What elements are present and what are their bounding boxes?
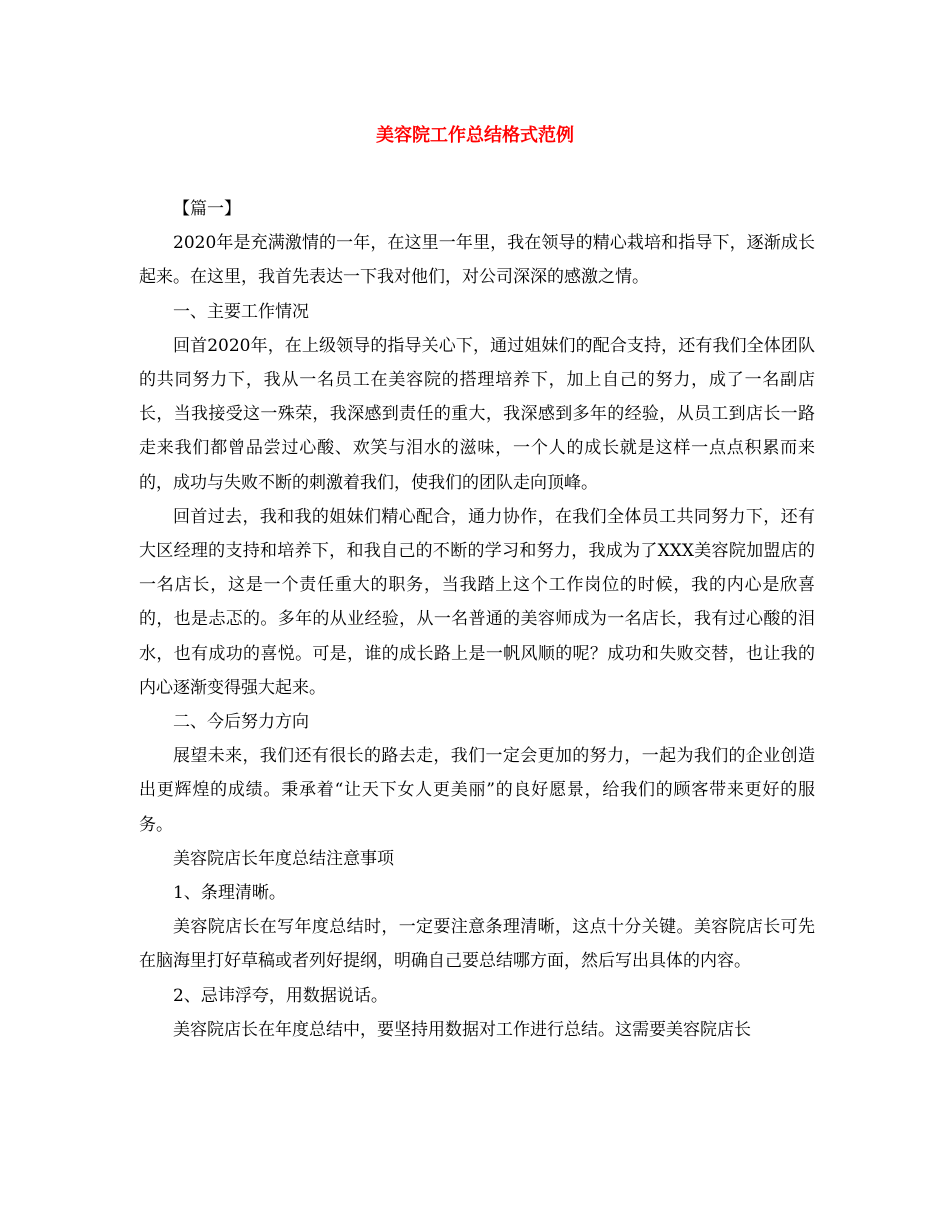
paragraph: 回首过去，我和我的姐妹们精心配合，通力协作，在我们全体员工共同努力下，还有大区经理的支持和培养下，和我自己的不断的学习和努力，我成为了XXX美容院加盟店的一名店长，这是一个责任重大的职务，当我踏上这个工作岗位的时候，我的内心是欣喜的，也是忐忑的。多年的从业经验，从一名普通的美容师成为一名店长，我有过心酸的泪水，也有成功的喜悦。可是，谁的成长路上是一帆风顺的呢？成功和失败交替，也让我的内心逐渐变得强大起来。: [139, 506, 815, 698]
section-marker: 【篇一】: [173, 199, 241, 219]
section-heading: 二、今后努力方向: [173, 712, 309, 733]
document-body: [139, 192, 815, 1047]
section-heading: 一、主要工作情况: [173, 301, 309, 322]
list-item-heading: 1、条理清晰。: [173, 883, 286, 904]
paragraph: 2020年是充满激情的一年，在这里一年里，我在领导的精心栽培和指导下，逐渐成长起来。在这里，我首先表达一下我对他们，对公司深深的感激之情。: [139, 233, 815, 288]
document-title: 美容院工作总结格式范例: [376, 125, 574, 146]
paragraph: 美容院店长在写年度总结时，一定要注意条理清晰，这点十分关键。美容院店长可先在脑海里打好草稿或者列好提纲，明确自己要总结哪方面，然后写出具体的内容。: [139, 917, 815, 972]
paragraph: 回首2020年，在上级领导的指导关心下，通过姐妹们的配合支持，还有我们全体团队的共同努力下，我从一名员工在美容院的搭理培养下，加上自己的努力，成了一名副店长，当我接受这一殊荣，我深感到责任的重大，我深感到多年的经验，从员工到店长一路走来我们都曾品尝过心酸、欢笑与泪水的滋味，一个人的成长就是这样一点点积累而来的，成功与失败不断的刺激着我们，使我们的团队走向顶峰。: [139, 335, 815, 493]
section-heading: 美容院店长年度总结注意事项: [173, 848, 394, 869]
paragraph: 美容院店长在年度总结中，要坚持用数据对工作进行总结。这需要美容院店长: [173, 1019, 751, 1040]
list-item-heading: 2、忌讳浮夸，用数据说话。: [173, 985, 388, 1006]
paragraph: 展望未来，我们还有很长的路去走，我们一定会更加的努力，一起为我们的企业创造出更辉煌的成绩。秉承着“让天下女人更美丽”的良好愿景，给我们的顾客带来更好的服务。: [139, 746, 815, 835]
